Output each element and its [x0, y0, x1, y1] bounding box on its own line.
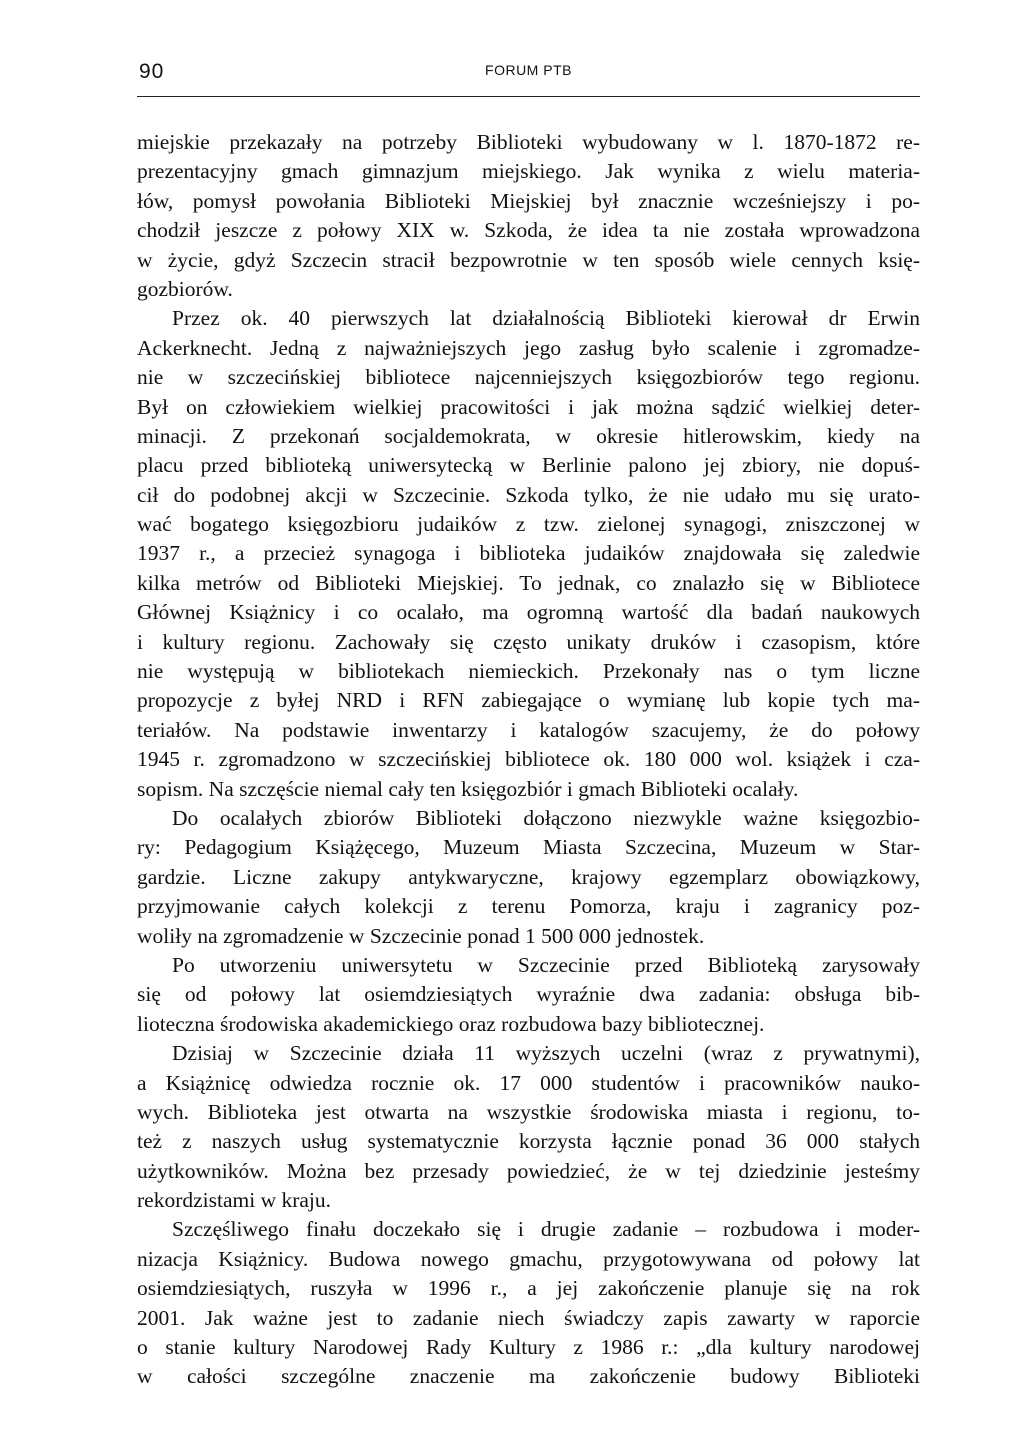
running-head: FORUM PTB — [485, 62, 572, 78]
text-line: gozbiorów. — [137, 276, 233, 301]
text-line: kilka metrów od Biblioteki Miejskiej. To jednak, co znalazło się w Bibliotece — [137, 570, 920, 595]
text-line: 1945 r. zgromadzono w szczecińskiej bibliotece ok. 180 000 wol. książek i cza- — [137, 747, 920, 772]
text-line: prezentacyjny gmach gimnazjum miejskiego. Jak wynika z wielu materia- — [137, 159, 920, 184]
page-number: 90 — [139, 60, 165, 83]
body-text — [137, 128, 920, 1392]
text-line: się od połowy lat osiemdziesiątych wyraźnie dwa zadania: obsługa bib- — [137, 982, 920, 1007]
text-line: minacji. Z przekonań socjaldemokrata, w okresie hitlerowskim, kiedy na — [137, 423, 920, 448]
text-line: łów, pomysł powołania Biblioteki Miejskiej był znacznie wcześniejszy i po- — [137, 188, 920, 213]
text-line: placu przed biblioteką uniwersytecką w Berlinie palono jej zbiory, nie dopuś- — [137, 453, 920, 478]
text-line: nie w szczecińskiej bibliotece najcenniejszych księgozbiorów tego regionu. — [137, 365, 920, 390]
text-line: w całości szczególne znaczenie ma zakończenie budowy Biblioteki — [137, 1364, 920, 1389]
text-line: chodził jeszcze z połowy XIX w. Szkoda, że idea ta nie została wprowadzona — [137, 218, 920, 243]
text-line: a Książnicę odwiedza rocznie ok. 17 000 studentów i pracowników nauko- — [137, 1070, 920, 1095]
text-line: Przez ok. 40 pierwszych lat działalnością Biblioteki kierował dr Erwin — [172, 306, 920, 331]
text-line: 2001. Jak ważne jest to zadanie niech świadczy zapis zawarty w raporcie — [137, 1305, 920, 1330]
text-line: wać bogatego księgozbioru judaików z tzw. zielonej synagogi, zniszczonej w — [137, 512, 920, 537]
text-line: w życie, gdyż Szczecin stracił bezpowrotnie w ten sposób wiele cennych księ- — [137, 247, 920, 272]
text-line: 1937 r., a przecież synagoga i biblioteka judaików znajdowała się zaledwie — [137, 541, 920, 566]
text-line: nizacja Książnicy. Budowa nowego gmachu, przygotowywana od połowy lat — [137, 1246, 920, 1271]
text-line: Szczęśliwego finału doczekało się i drugie zadanie – rozbudowa i moder- — [172, 1217, 920, 1242]
text-line: sopism. Na szczęście niemal cały ten księgozbiór i gmach Biblioteki ocalały. — [137, 776, 799, 801]
text-line: Do ocalałych zbiorów Biblioteki dołączono niezwykle ważne księgozbio- — [172, 805, 920, 830]
text-line: użytkowników. Można bez przesady powiedzieć, że w tej dziedzinie jesteśmy — [137, 1158, 920, 1183]
text-line: Ackerknecht. Jedną z najważniejszych jego zasług było scalenie i zgromadze- — [137, 335, 920, 360]
text-line: i kultury regionu. Zachowały się często unikaty druków i czasopism, które — [137, 629, 920, 654]
text-line: Po utworzeniu uniwersytetu w Szczecinie przed Biblioteką zarysowały — [172, 952, 920, 977]
page-header — [137, 56, 920, 97]
text-line: ry: Pedagogium Książęcego, Muzeum Miasta Szczecina, Muzeum w Star- — [137, 835, 920, 860]
text-line: rekordzistami w kraju. — [137, 1188, 332, 1213]
text-line: Głównej Książnicy i co ocalało, ma ogromną wartość dla badań naukowych — [137, 600, 920, 625]
text-line: propozycje z byłej NRD i RFN zabiegające o wymianę lub kopie tych ma- — [137, 688, 920, 713]
text-line: teriałów. Na podstawie inwentarzy i katalogów szacujemy, że do połowy — [137, 717, 920, 742]
text-line: nie występują w bibliotekach niemieckich. Przekonały nas o tym liczne — [137, 659, 920, 684]
text-line: Dzisiaj w Szczecinie działa 11 wyższych uczelni (wraz z prywatnymi), — [172, 1041, 920, 1066]
text-line: też z naszych usług systematycznie korzysta łącznie ponad 36 000 stałych — [137, 1129, 920, 1154]
text-line: osiemdziesiątych, ruszyła w 1996 r., a jej zakończenie planuje się na rok — [137, 1276, 920, 1301]
text-line: wych. Biblioteka jest otwarta na wszystkie środowiska miasta i regionu, to- — [137, 1099, 920, 1124]
text-line: przyjmowanie całych kolekcji z terenu Pomorza, kraju i zagranicy poz- — [137, 894, 920, 919]
text-line: woliły na zgromadzenie w Szczecinie ponad 1 500 000 jednostek. — [137, 923, 705, 948]
text-line: o stanie kultury Narodowej Rady Kultury z 1986 r.: „dla kultury narodowej — [137, 1335, 920, 1360]
text-line: Był on człowiekiem wielkiej pracowitości i jak można sądzić wielkiej deter- — [137, 394, 920, 419]
text-line: gardzie. Liczne zakupy antykwaryczne, krajowy egzemplarz obowiązkowy, — [137, 864, 920, 889]
text-line: miejskie przekazały na potrzeby Biblioteki wybudowany w l. 1870-1872 re- — [137, 130, 920, 154]
text-line: cił do podobnej akcji w Szczecinie. Szkoda tylko, że nie udało mu się urato- — [137, 482, 920, 507]
text-line: lioteczna środowiska akademickiego oraz rozbudowa bazy bibliotecznej. — [137, 1011, 765, 1036]
